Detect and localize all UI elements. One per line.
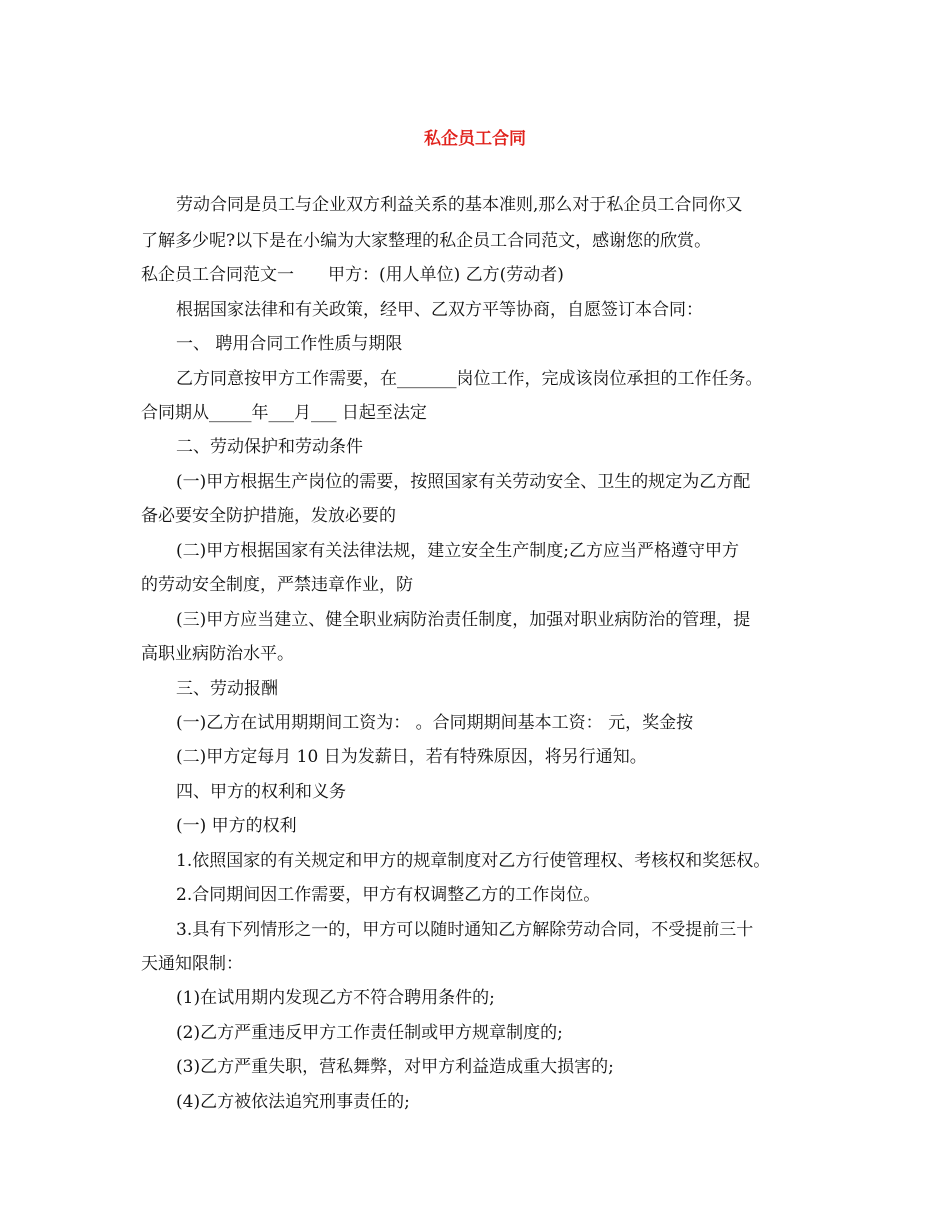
paragraph-line: 私企员工合同范文一 甲方：(用人单位) 乙方(劳动者) — [141, 265, 564, 285]
list-item: (2)乙方严重违反甲方工作责任制或甲方规章制度的; — [176, 1023, 563, 1043]
section-heading: 四、甲方的权利和义务 — [176, 782, 346, 802]
paragraph-line: 劳动合同是员工与企业双方利益关系的基本准则,那么对于私企员工合同你又 — [176, 195, 743, 215]
section-heading: 一、 聘用合同工作性质与期限 — [176, 334, 403, 354]
paragraph-line: 2.合同期间因工作需要，甲方有权调整乙方的工作岗位。 — [176, 885, 601, 905]
paragraph-line: 备必要安全防护措施，发放必要的 — [141, 506, 396, 526]
paragraph-line: 1.依照国家的有关规定和甲方的规章制度对乙方行使管理权、考核权和奖惩权。 — [176, 851, 771, 871]
paragraph-line: (一)甲方根据生产岗位的需要，按照国家有关劳动安全、卫生的规定为乙方配 — [176, 472, 751, 492]
paragraph-line: (三)甲方应当建立、健全职业病防治责任制度，加强对职业病防治的管理，提 — [176, 610, 751, 630]
paragraph-line: 天通知限制： — [141, 954, 243, 974]
paragraph-line: (二)甲方根据国家有关法律法规，建立安全生产制度;乙方应当严格遵守甲方 — [176, 541, 739, 561]
list-item: (3)乙方严重失职，营私舞弊，对甲方利益造成重大损害的; — [176, 1057, 614, 1077]
paragraph-line: 了解多少呢?以下是在小编为大家整理的私企员工合同范文，感谢您的欣赏。 — [141, 231, 712, 251]
paragraph-line: 高职业病防治水平。 — [141, 644, 294, 664]
paragraph-line: (二)甲方定每月 10 日为发薪日，若有特殊原因，将另行通知。 — [176, 747, 647, 767]
section-heading: 二、劳动保护和劳动条件 — [176, 437, 363, 457]
list-item: (4)乙方被依法追究刑事责任的; — [176, 1092, 410, 1112]
paragraph-line: 合同期从_____年___月___ 日起至法定 — [141, 403, 427, 423]
list-item: (1)在试用期内发现乙方不符合聘用条件的; — [176, 988, 495, 1008]
paragraph-line: 乙方同意按甲方工作需要，在_______岗位工作，完成该岗位承担的工作任务。 — [176, 369, 763, 389]
paragraph-line: 根据国家法律和有关政策，经甲、乙双方平等协商，自愿签订本合同： — [176, 300, 703, 320]
paragraph-line: 3.具有下列情形之一的，甲方可以随时通知乙方解除劳动合同，不受提前三十 — [176, 920, 754, 940]
section-heading: 三、劳动报酬 — [176, 679, 278, 699]
paragraph-line: 的劳动安全制度，严禁违章作业，防 — [141, 575, 413, 595]
section-heading: (一) 甲方的权利 — [176, 816, 297, 836]
document-title: 私企员工合同 — [424, 129, 526, 149]
paragraph-line: (一)乙方在试用期期间工资为： 。合同期期间基本工资： 元，奖金按 — [176, 713, 694, 733]
